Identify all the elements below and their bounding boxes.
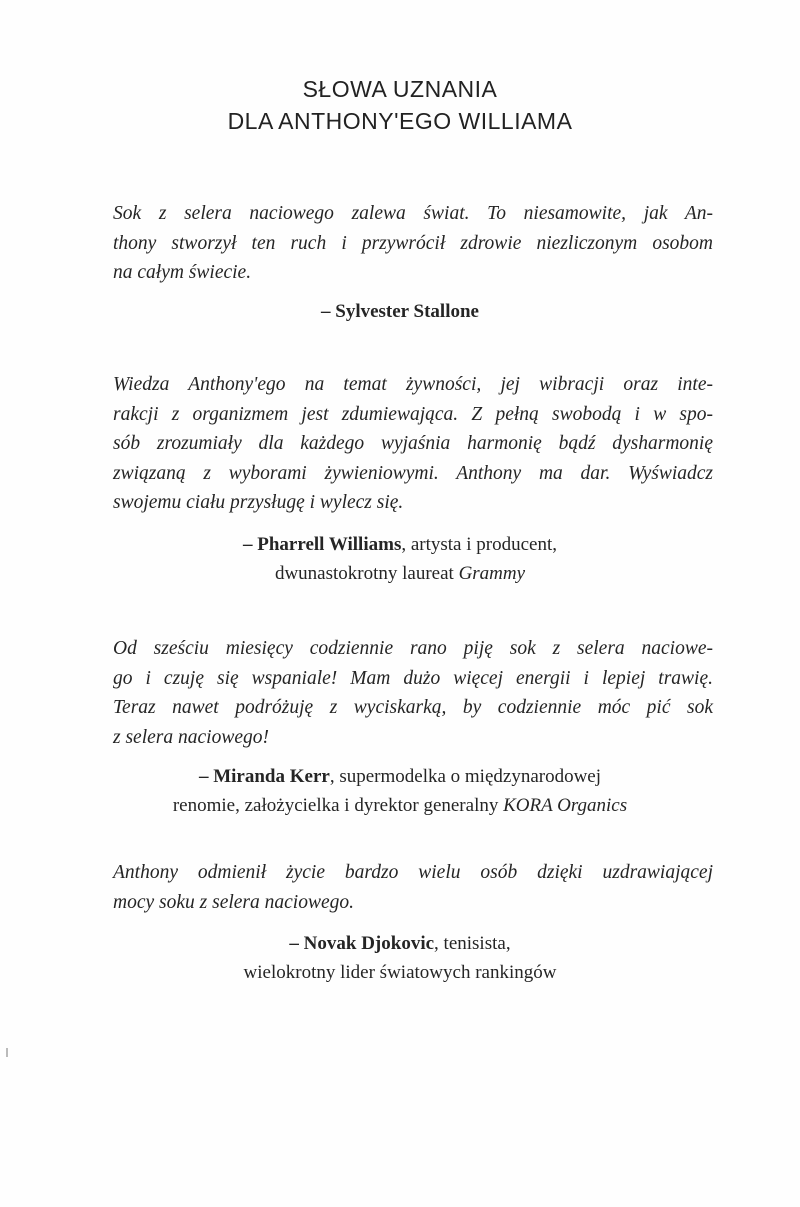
quote-line: swojemu ciału przysługę i wylecz się.: [113, 492, 404, 513]
author-name: – Sylvester Stallone: [321, 301, 479, 322]
quote-line: na całym świecie.: [113, 262, 252, 283]
testimonial-quote-djokovic: [113, 858, 713, 917]
testimonial-attribution-williams: [0, 530, 800, 588]
testimonial-quote-stallone: [113, 199, 713, 288]
testimonial-quote-williams: [113, 370, 713, 518]
quote-line: Od sześciu miesięcy codziennie rano piję sok z selera naciowe-: [113, 638, 713, 659]
quote-line: Sok z selera naciowego zalewa świat. To niesamowite, jak An-: [113, 203, 713, 224]
quote-line: związaną z wyborami żywieniowymi. Anthony ma dar. Wyświadcz: [113, 462, 713, 484]
award-name: Grammy: [458, 563, 526, 584]
author-name: – Pharrell Williams: [243, 534, 402, 555]
quote-line: sób zrozumiały dla każdego wyjaśnia harmonię bądź dysharmonię: [113, 433, 713, 454]
quote-line: Anthony odmienił życie bardzo wielu osób dzięki uzdrawiającej: [113, 862, 713, 883]
testimonial-attribution-djokovic: [0, 929, 800, 987]
quote-line: mocy soku z selera naciowego.: [113, 891, 354, 913]
author-role-continued: renomie, założycielka i dyrektor generalny: [172, 795, 504, 816]
page-title-line-2: DLA ANTHONY'EGO WILLIAMA: [227, 108, 573, 134]
author-role: , artysta i producent,: [401, 534, 557, 555]
testimonial-attribution-kerr: [0, 762, 800, 820]
quote-line: thony stworzył ten ruch i przywrócił zdrowie niezliczonym osobom: [113, 232, 713, 254]
author-role: , tenisista,: [434, 933, 511, 954]
testimonial-quote-kerr: [113, 634, 713, 752]
quote-line: Wiedza Anthony'ego na temat żywności, jej wibracji oraz inte-: [113, 374, 713, 395]
author-role-continued: dwunastokrotny laureat: [274, 563, 459, 584]
quote-line: z selera naciowego!: [113, 726, 269, 748]
company-name: KORA Organics: [503, 795, 628, 816]
page-title-line-1: SŁOWA UZNANIA: [302, 76, 498, 102]
quote-line: go i czuję się wspaniale! Mam dużo więcej energii i lepiej trawię.: [113, 667, 713, 689]
author-name: – Miranda Kerr: [198, 766, 330, 787]
author-name: – Novak Djokovic: [289, 933, 435, 954]
author-role: , supermodelka o międzynarodowej: [329, 766, 602, 787]
testimonial-attribution-stallone: [0, 297, 800, 326]
quote-line: Teraz nawet podróżuję z wyciskarką, by codziennie móc pić sok: [113, 697, 713, 718]
scan-speck: [6, 1048, 8, 1057]
author-role-continued: wielokrotny lider światowych rankingów: [243, 962, 557, 983]
quote-line: rakcji z organizmem jest zdumiewająca. Z pełną swobodą i w spo-: [113, 403, 713, 425]
